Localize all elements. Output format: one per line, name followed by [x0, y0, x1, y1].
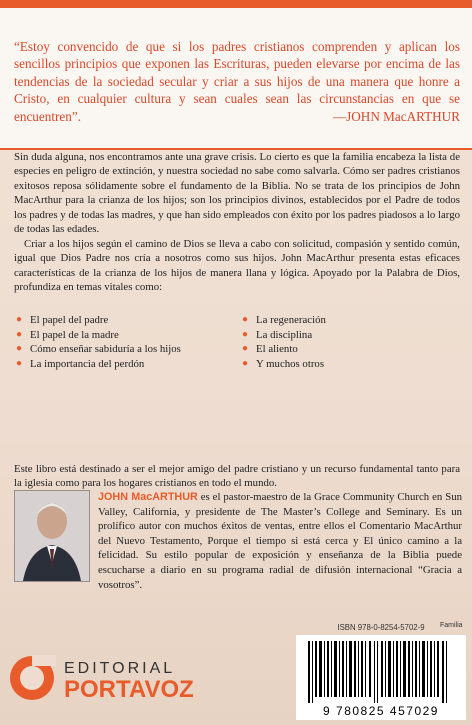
intro-paragraph: Sin duda alguna, nos encontramos ante una grave crisis. Lo cierto es que la familia encabeza la lista de especies en peligro de extinción, y nuestra sociedad no sabe como salvarla. Cómo ser padres cristianos exitosos reposa sólidamente sobre el fundamento de la Biblia. No se trata de los principios de John MacArthur para la crianza de los hijos; son los principios divinos, establecidos por el Padre de todos los padres y de todas las madres, y que han sido empleados con éxito por los padres piadosos a lo largo de todas las edades. [14, 151, 460, 236]
list-item: ● El papel de la madre [16, 328, 119, 341]
category-label: Familia [440, 622, 463, 629]
pull-quote [14, 38, 460, 125]
topics-right-column [242, 313, 462, 371]
bullet-icon: ● [16, 357, 23, 369]
quote-author: —JOHN MacARTHUR [332, 108, 460, 124]
bullet-icon: ● [16, 343, 23, 355]
method-paragraph: Criar a los hijos según el camino de Dios se lleva a cabo con solicitud, compasión y sentido común, igual que Dios Padre nos cría a nosotros como sus hijos. John MacArthur presenta estas eficaces características de la crianza de los hijos de manera llana y lógica. Apoyado por la Palabra de Dios, profundiza en temas vitales como: [14, 238, 460, 294]
bullet-icon: ● [242, 357, 249, 369]
bullet-icon: ● [242, 328, 249, 340]
bullet-icon: ● [16, 314, 23, 325]
bio-author-name: JOHN MacARTHUR [98, 491, 198, 503]
list-item: ● El aliento [242, 343, 298, 356]
publisher-logo [8, 645, 238, 710]
list-item: ● Y muchos otros [242, 357, 325, 370]
quote-text: “Estoy convencido de que si los padres cristianos comprenden y aplican los sencillos principios que exponen las Escrituras, pueden elevarse por encima de las tendencias de la sociedad secular y criar a sus hijos de una manera que honre a Cristo, en cualquier cultura y sean cuales sean las circunstancias en que se encuentren”. [14, 39, 460, 124]
bio-text: es el pastor-maestro de la Grace Community Church en Sun Valley, California, y presidente de The Master’s College and Seminary. Es un prolífico autor con muchos éxitos de ventas, entre ellos el Comentario MacArthur del Nuevo Testamento, Porque el tiempo si está cerca y El único camino a la felicidad. Su estilo popular de exposición y enseñanza de la Biblia puede escucharse a diario en su programa radial de difusión internacional “Gracia a vosotros”. [98, 491, 462, 591]
bullet-icon: ● [242, 343, 249, 355]
list-item: ● La regeneración [242, 314, 326, 326]
quote-box [0, 8, 472, 150]
barcode-number: 9 780825 457029 [323, 704, 439, 718]
portavoz-logo-icon [8, 645, 238, 710]
list-item: ● El papel del padre [16, 314, 109, 326]
list-item: ● La disciplina [242, 328, 313, 341]
author-photo [14, 490, 90, 582]
publisher-name-line2: PORTAVOZ [64, 676, 194, 703]
topics-left-column [16, 313, 236, 371]
top-accent-bar [0, 0, 472, 8]
bullet-icon: ● [16, 328, 23, 340]
list-item: ● La importancia del perdón [16, 357, 145, 370]
bullet-icon: ● [242, 314, 249, 325]
author-bio [98, 490, 462, 592]
list-item: ● Cómo enseñar sabiduría a los hijos [16, 343, 181, 356]
isbn-label: ISBN 978-0-8254-5702-9 [337, 623, 425, 632]
closing-paragraph: Este libro está destinado a ser el mejor amigo del padre cristiano y un recurso fundamental tanto para la iglesia como para los hogares cristianos en todo el mundo. [14, 463, 460, 490]
publisher-name-line1: EDITORIAL [64, 660, 176, 677]
